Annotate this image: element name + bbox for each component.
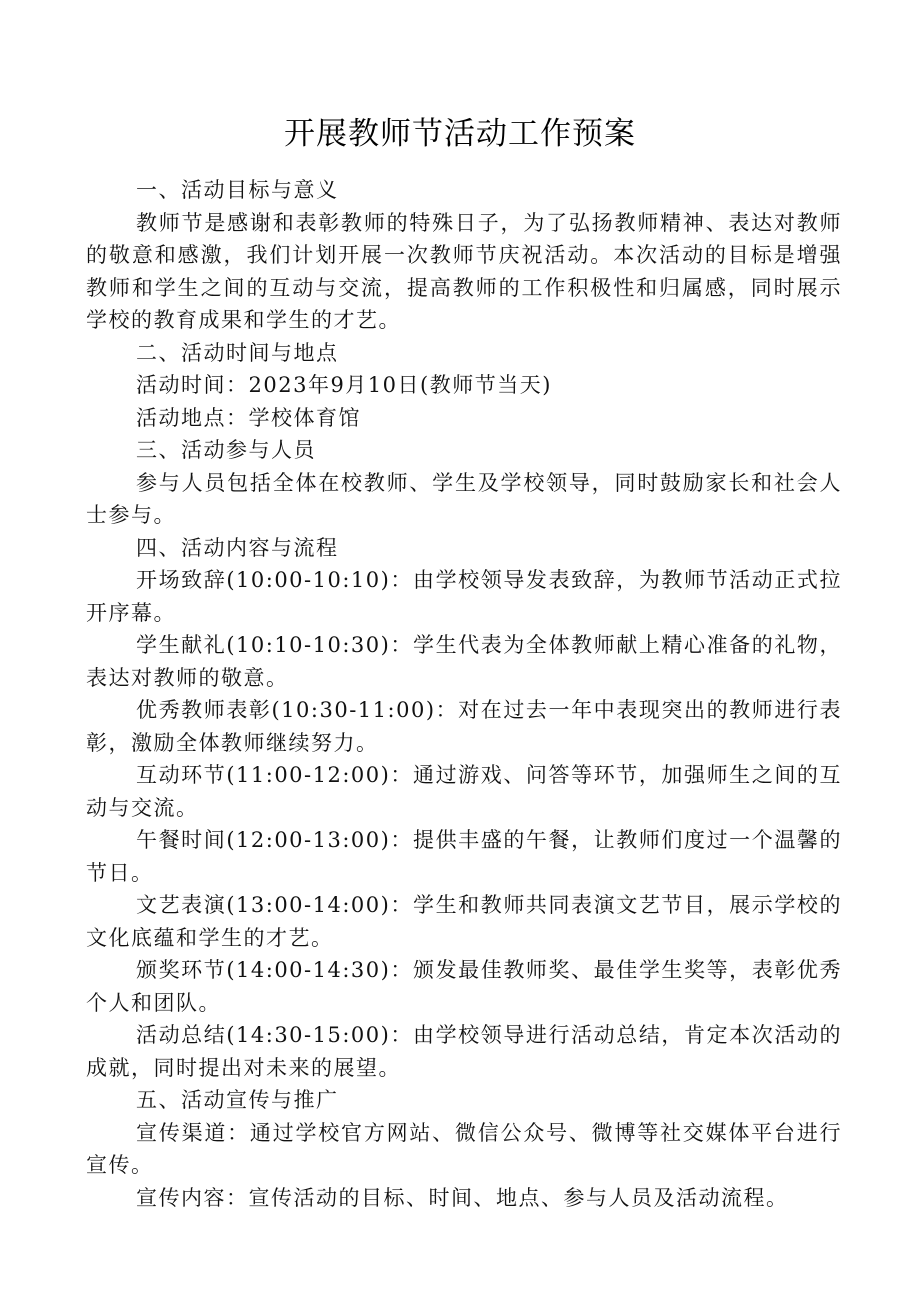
paragraph-teacher-awards: 优秀教师表彰(10:30-11:00)：对在过去一年中表现突出的教师进行表彰，激励全体教师继续努力。 [86,698,842,755]
paragraph-performance: 文艺表演(13:00-14:00)：学生和教师共同表演文艺节目，展示学校的文化底蕴和学生的才艺。 [86,893,842,950]
paragraph-opening-speech: 开场致辞(10:00-10:10)：由学校领导发表致辞，为教师节活动正式拉开序幕。 [86,568,842,625]
paragraph-interaction: 互动环节(11:00-12:00)：通过游戏、问答等环节，加强师生之间的互动与交流。 [86,763,842,820]
paragraph-award-ceremony: 颁奖环节(14:00-14:30)：颁发最佳教师奖、最佳学生奖等，表彰优秀个人和团队。 [86,958,842,1015]
paragraph-promotion-content: 宣传内容：宣传活动的目标、时间、地点、参与人员及活动流程。 [136,1185,789,1210]
paragraph-goals: 教师节是感谢和表彰教师的特殊日子，为了弘扬教师精神、表达对教师的敬意和感激，我们计划开展一次教师节庆祝活动。本次活动的目标是增强教师和学生之间的互动与交流，提高教师的工作积极性和归属感，同时展示学校的教育成果和学生的才艺。 [86,210,842,332]
paragraph-promotion-channels: 宣传渠道：通过学校官方网站、微信公众号、微博等社交媒体平台进行宣传。 [86,1120,842,1177]
section-heading-content-flow: 四、活动内容与流程 [136,535,339,560]
paragraph-lunch: 午餐时间(12:00-13:00)：提供丰盛的午餐，让教师们度过一个温馨的节日。 [86,828,842,885]
paragraph-participants: 参与人员包括全体在校教师、学生及学校领导，同时鼓励家长和社会人士参与。 [86,470,842,527]
paragraph-time: 活动时间：2023年9月10日(教师节当天) [136,373,552,397]
document-body [86,174,842,1214]
section-heading-goals: 一、活动目标与意义 [136,178,339,202]
paragraph-place: 活动地点：学校体育馆 [136,405,361,430]
section-heading-participants: 三、活动参与人员 [136,438,316,462]
document-title: 开展教师节活动工作预案 [284,116,636,152]
section-heading-time-place: 二、活动时间与地点 [136,340,339,365]
paragraph-summary: 活动总结(14:30-15:00)：由学校领导进行活动总结，肯定本次活动的成就，同时提出对未来的展望。 [86,1023,842,1080]
section-heading-promotion: 五、活动宣传与推广 [136,1088,339,1112]
paragraph-student-gifts: 学生献礼(10:10-10:30)：学生代表为全体教师献上精心准备的礼物，表达对教师的敬意。 [86,633,842,690]
